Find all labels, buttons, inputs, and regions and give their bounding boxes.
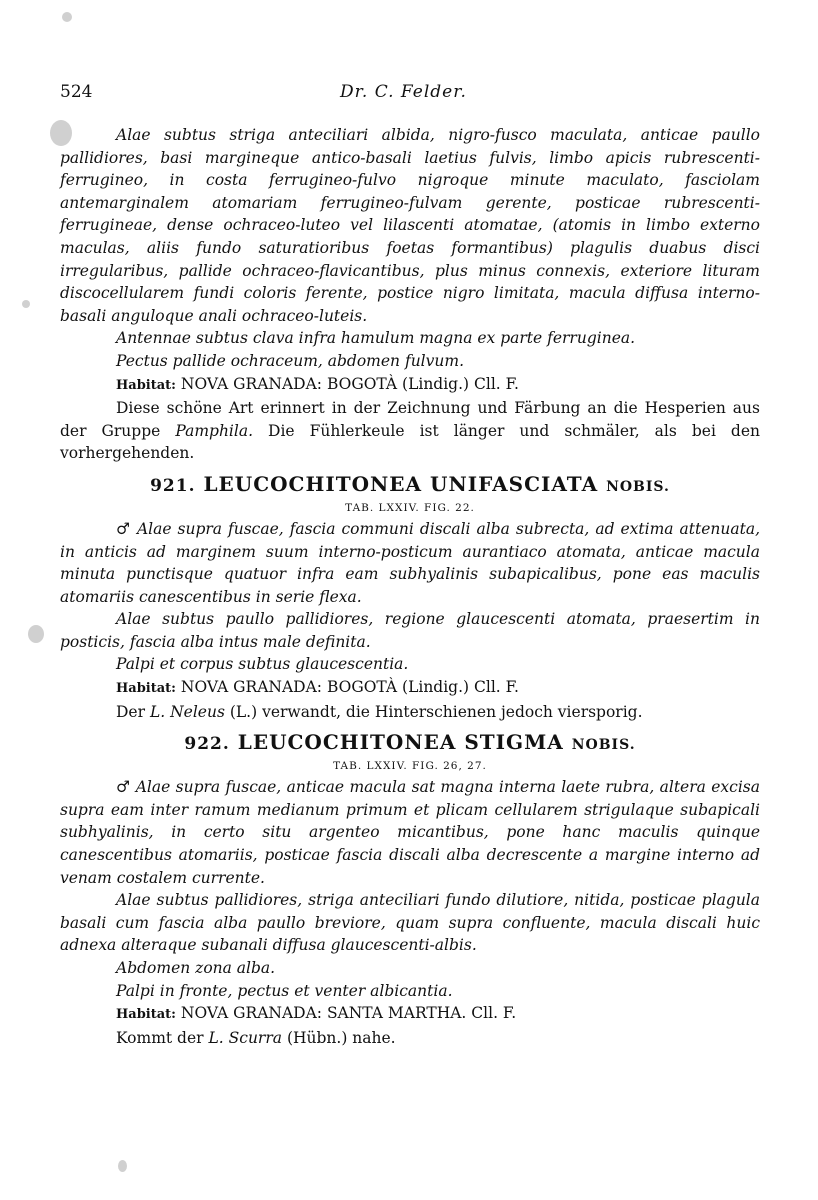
- entry-922: [60, 729, 760, 1049]
- habitat-text: NOVA GRANADA: SANTA MARTHA. Cll. F.: [180, 1004, 517, 1023]
- habitat-line: [60, 676, 760, 701]
- foxing-spot: [118, 1160, 127, 1172]
- habitat-label: Habitat:: [116, 377, 176, 393]
- remark-paragraph: [60, 701, 760, 724]
- description-paragraph: Pectus pallide ochraceum, abdomen fulvum.: [116, 351, 465, 370]
- page-number: 524: [60, 82, 93, 102]
- remark-text: (L.) verwandt, die Hinterschienen jedoch viersporig.: [229, 702, 643, 721]
- remark-text: Kommt der: [116, 1028, 204, 1047]
- foxing-spot: [28, 625, 44, 643]
- species-reference: L. Scurra: [208, 1028, 282, 1047]
- remark-text: Die Fühlerkeule ist länger und schmäler, als bei den vorhergehenden.: [60, 421, 760, 463]
- species-name: LEUCOCHITONEA UNIFASCIATA: [203, 471, 599, 496]
- plate-reference: TAB. LXXIV. FIG. 26, 27.: [333, 760, 487, 773]
- description-paragraph: Palpi et corpus subtus glaucescentia.: [116, 655, 409, 674]
- entry-920-continuation: [60, 124, 760, 465]
- entry-921: [60, 471, 760, 723]
- species-name: LEUCOCHITONEA STIGMA: [237, 730, 564, 755]
- description-paragraph: Antennae subtus clava infra hamulum magna ex parte ferruginea.: [116, 329, 636, 348]
- plate-reference: TAB. LXXIV. FIG. 22.: [345, 501, 475, 514]
- remark-text: (Hübn.) nahe.: [286, 1028, 396, 1047]
- description-paragraph: Alae subtus striga anteciliari albida, nigro-fusco maculata, anticae paullo pallidiores, basi margineque antico-basali laetius fulvis, limbo apicis rubrescenti-ferrugineo, in costa ferrugineo-fulvo nigroque minute maculato, fasciolam antemarginalem atomariam ferrugineo-fulvam gerente, posticae rubrescenti-ferrugineae, dense ochraceo-luteo vel lilascenti atomatae, (atomis in limbo externo maculas, aliis fundo saturatioribus foetas formantibus) plagulis duabus disci irregularibus, pallide ochraceo-flavicantibus, plus minus connexis, exteriore lituram discocellularem fundi coloris ferente, postice nigro limitata, macula diffusa interno-basali anguloque anali ochraceo-luteis.: [60, 126, 760, 325]
- habitat-line: [60, 1002, 760, 1027]
- description-paragraph: ♂ Alae supra fuscae, anticae macula sat magna interna laete rubra, altera excisa supra eam inter ramum medianum primum et plicam cellularem strigulaque subapicali subhyalinis, in certo situ argenteo micantibus, pone hanc maculis quinque canescentibus atomariis, posticae fascia discali alba decrescente a margine interno ad venam costalem currente.: [60, 778, 760, 887]
- description-paragraph: ♂ Alae supra fuscae, fascia communi discali alba subrecta, ad extima attenuata, in anticis ad marginem suum interno-posticum aurantiaco atomata, anticae macula minuta punctisque quatuor infra eam subhyalinis subapicalibus, pone eas maculis atomariis canescentibus in serie flexa.: [60, 519, 760, 606]
- page-body: [60, 124, 760, 1049]
- remark-paragraph: [60, 1027, 760, 1050]
- remark-paragraph: [60, 397, 760, 465]
- description-paragraph: Alae subtus paullo pallidiores, regione glaucescenti atomata, praesertim in posticis, fascia alba intus male definita.: [60, 610, 760, 651]
- habitat-text: NOVA GRANADA: BOGOTÀ (Lindig.) Cll. F.: [180, 374, 519, 393]
- remark-text: Der: [116, 702, 146, 721]
- foxing-spot: [22, 300, 30, 308]
- species-heading: [60, 729, 760, 758]
- description-paragraph: Abdomen zona alba.: [116, 959, 276, 977]
- foxing-spot: [62, 12, 72, 22]
- habitat-text: NOVA GRANADA: BOGOTÀ (Lindig.) Cll. F.: [180, 678, 519, 697]
- page-header: [0, 82, 818, 110]
- habitat-line: [60, 373, 760, 398]
- description-paragraph: Alae subtus pallidiores, striga anteciliari fundo dilutiore, nitida, posticae plagula basali cum fascia alba paullo breviore, quam supra confluente, macula discali huic adnexa alteraque subanali diffusa glaucescenti-albis.: [60, 891, 760, 955]
- habitat-label: Habitat:: [116, 1007, 176, 1023]
- species-heading: [60, 471, 760, 500]
- genus-name: Pamphila.: [175, 421, 254, 440]
- species-author: NOBIS.: [571, 737, 636, 754]
- species-author: NOBIS.: [606, 478, 670, 495]
- remark-text: Diese schöne Art erinnert in der Zeichnung und Färbung an die Hesperien aus der Gruppe: [60, 399, 760, 440]
- habitat-label: Habitat:: [116, 681, 176, 697]
- description-paragraph: Palpi in fronte, pectus et venter albicantia.: [116, 981, 453, 1000]
- species-number: 921.: [150, 475, 196, 496]
- running-head: Dr. C. Felder.: [340, 82, 467, 102]
- species-number: 922.: [184, 734, 230, 755]
- species-reference: L. Neleus: [149, 702, 225, 721]
